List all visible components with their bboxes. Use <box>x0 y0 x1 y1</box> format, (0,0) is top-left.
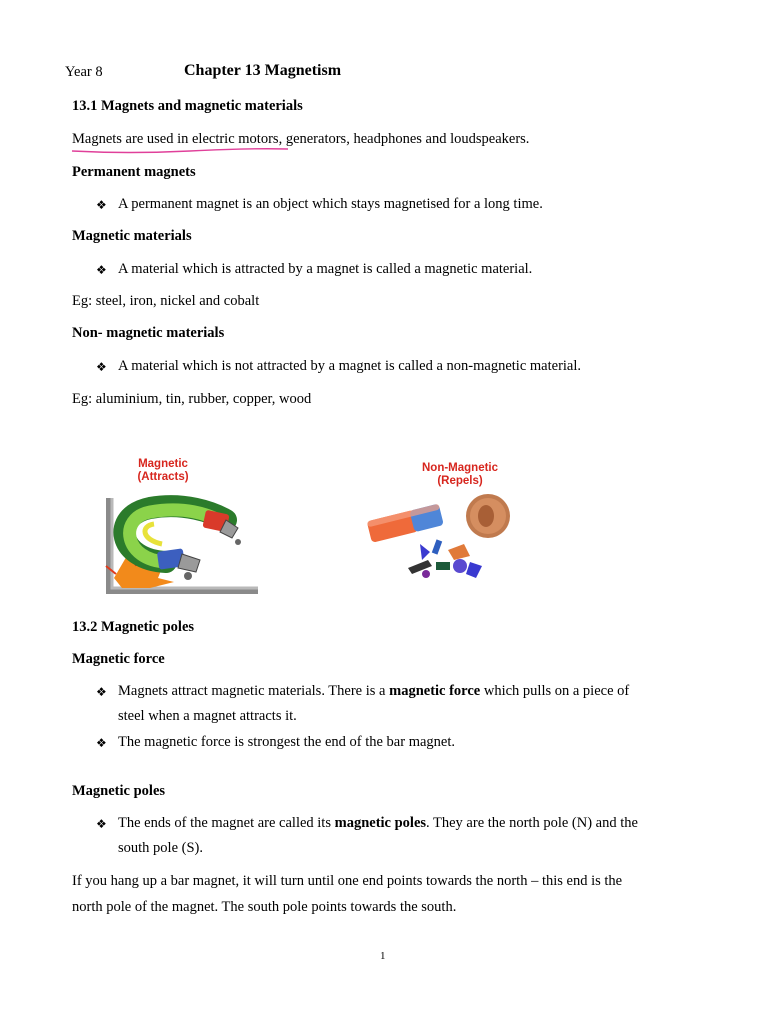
section-title-13-1: 13.1 Magnets and magnetic materials <box>72 98 303 114</box>
heading-permanent-magnets: Permanent magnets <box>72 164 196 180</box>
bullet-permanent: A permanent magnet is an object which stays magnetised for a long time. <box>118 196 543 212</box>
bullet-diamond-icon: ❖ <box>96 685 107 699</box>
intro-rest-text: , generators, headphones and loudspeakers. <box>278 131 530 147</box>
bullet-diamond-icon: ❖ <box>96 198 107 212</box>
paragraph-line1: If you hang up a bar magnet, it will turn until one end points towards the north – this end is the <box>72 873 623 889</box>
bullet-diamond-icon: ❖ <box>96 817 107 831</box>
heading-magnetic-materials: Magnetic materials <box>72 228 192 244</box>
page-number: 1 <box>380 950 386 962</box>
non-magnetic-figure-title: Non-Magnetic (Repels) <box>421 462 499 487</box>
term-magnetic-poles: magnetic poles <box>334 815 427 831</box>
magnetic-figure-title: Magnetic (Attracts) <box>137 458 189 483</box>
bullet-non-magnetic-material: A material which is not attracted by a magnet is called a non-magnetic material. <box>118 358 582 374</box>
heading-magnetic-poles: Magnetic poles <box>72 783 166 799</box>
non-magnetic-repels-figure <box>360 456 530 586</box>
bullet-magnetic-force-line1: Magnets attract magnetic materials. There is a magnetic force which pulls on a piece of <box>118 683 630 699</box>
chapter-title: Chapter 13 Magnetism <box>184 62 342 79</box>
horseshoe-magnet-icon <box>88 442 260 598</box>
term-magnetic-force: magnetic force <box>389 683 481 699</box>
intro-marked-text: Magnets are used in electric motors <box>72 131 279 147</box>
bullet-poles-line2: south pole (S). <box>118 840 203 856</box>
section-title-13-2: 13.2 Magnetic poles <box>72 619 195 635</box>
magnetic-attracts-figure <box>88 442 260 598</box>
bullet-poles-line1: The ends of the magnet are called its magnetic poles. They are the north pole (N) and the <box>118 815 638 831</box>
heading-magnetic-force: Magnetic force <box>72 651 165 667</box>
year-label: Year 8 <box>65 64 103 80</box>
paragraph-line2: north pole of the magnet. The south pole points towards the south. <box>72 899 457 915</box>
bullet-strongest-force: The magnetic force is strongest the end of the bar magnet. <box>118 734 456 750</box>
pink-underline-mark <box>70 145 292 155</box>
examples-non-magnetic: Eg: aluminium, tin, rubber, copper, wood <box>72 391 312 407</box>
bullet-diamond-icon: ❖ <box>96 360 107 374</box>
examples-magnetic: Eg: steel, iron, nickel and cobalt <box>72 293 260 309</box>
bullet-diamond-icon: ❖ <box>96 736 107 750</box>
non-magnetic-objects-icon <box>360 456 530 586</box>
heading-non-magnetic-materials: Non- magnetic materials <box>72 325 225 341</box>
bullet-magnetic-force-line2: steel when a magnet attracts it. <box>118 708 297 724</box>
bullet-magnetic-material: A material which is attracted by a magnet is called a magnetic material. <box>118 261 533 277</box>
bullet-diamond-icon: ❖ <box>96 263 107 277</box>
